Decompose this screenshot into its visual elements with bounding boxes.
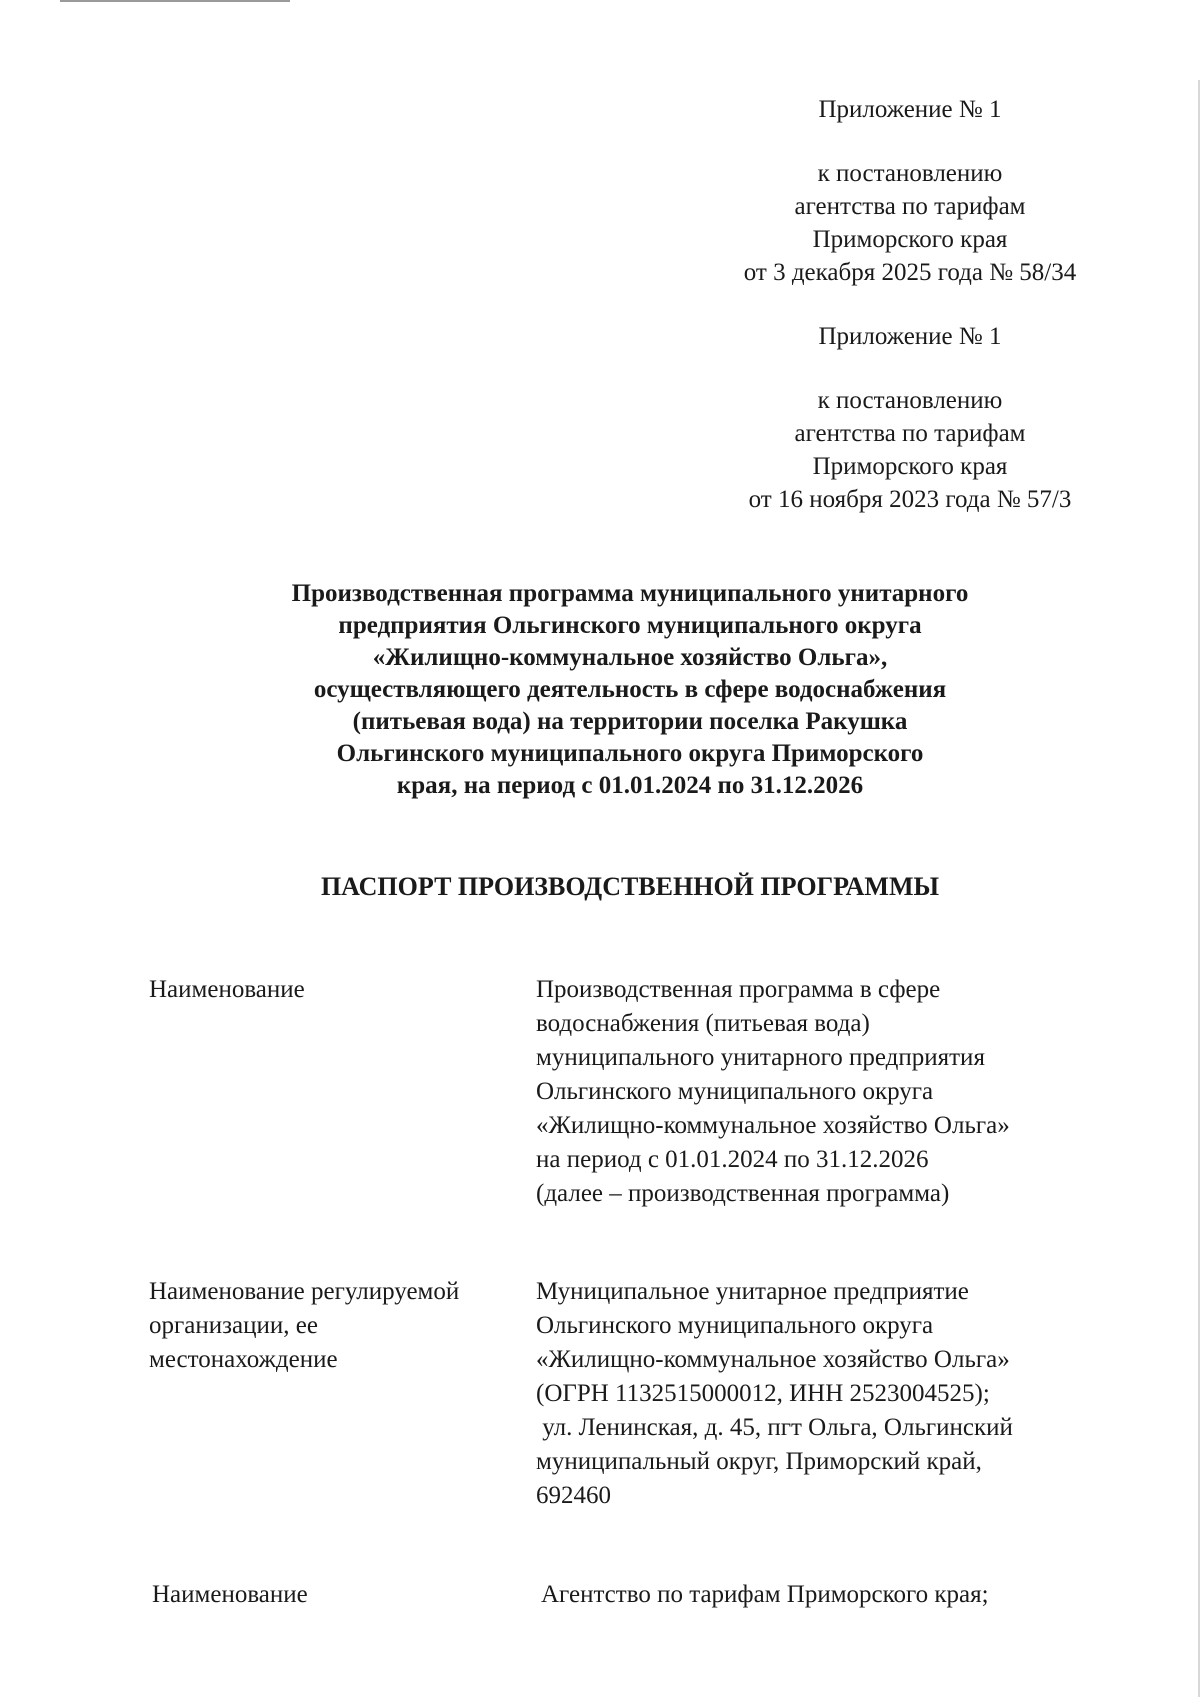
passport-heading: ПАСПОРТ ПРОИЗВОДСТВЕННОЙ ПРОГРАММЫ bbox=[320, 872, 940, 901]
value-line: муниципального унитарного предприятия bbox=[536, 1044, 985, 1071]
program-title-line: края, на период с 01.01.2024 по 31.12.2026 bbox=[396, 772, 864, 799]
program-title-line: Производственная программа муниципального унитарного bbox=[291, 580, 969, 607]
appendix-line: к постановлению bbox=[817, 387, 1003, 414]
label-line: организации, ее bbox=[149, 1312, 318, 1339]
value-line: водоснабжения (питьевая вода) bbox=[536, 1010, 870, 1037]
passport-row-label bbox=[152, 1578, 532, 1612]
appendix-line: агентства по тарифам bbox=[794, 193, 1026, 220]
label-line: местонахождение bbox=[149, 1346, 338, 1373]
program-title-line: предприятия Ольгинского муниципального округа bbox=[338, 612, 922, 639]
appendix-line: от 3 декабря 2025 года № 58/34 bbox=[743, 259, 1077, 286]
value-line: муниципальный округ, Приморский край, bbox=[536, 1448, 982, 1475]
value-line: Производственная программа в сфере bbox=[536, 976, 941, 1003]
program-title-line: «Жилищно-коммунальное хозяйство Ольга», bbox=[372, 644, 888, 671]
value-line: (далее – производственная программа) bbox=[536, 1180, 950, 1207]
appendix-line: от 16 ноября 2023 года № 57/3 bbox=[748, 486, 1072, 513]
appendix-line: Приморского края bbox=[812, 226, 1008, 253]
program-title-line: Ольгинского муниципального округа Приморского bbox=[336, 740, 924, 767]
appendix-block-original bbox=[700, 320, 1120, 516]
program-title-line: осуществляющего деятельность в сфере водоснабжения bbox=[313, 676, 947, 703]
appendix-title: Приложение № 1 bbox=[818, 96, 1002, 123]
label-line: Наименование bbox=[149, 976, 305, 1003]
value-line: Ольгинского муниципального округа bbox=[536, 1312, 934, 1339]
passport-row-label bbox=[149, 1275, 529, 1377]
value-line: Агентство по тарифам Приморского края; bbox=[541, 1581, 989, 1608]
appendix-block-current bbox=[700, 93, 1120, 289]
program-title-line: (питьевая вода) на территории поселка Ракушка bbox=[352, 708, 908, 735]
passport-row-value bbox=[536, 973, 1136, 1211]
value-line: «Жилищно-коммунальное хозяйство Ольга» bbox=[536, 1112, 1010, 1139]
value-line: на период с 01.01.2024 по 31.12.2026 bbox=[536, 1146, 929, 1173]
value-line: 692460 bbox=[536, 1482, 611, 1509]
program-title bbox=[200, 578, 1060, 802]
passport-row-value bbox=[541, 1578, 1141, 1612]
value-line: «Жилищно-коммунальное хозяйство Ольга» bbox=[536, 1346, 1010, 1373]
value-line: Ольгинского муниципального округа bbox=[536, 1078, 934, 1105]
appendix-line: к постановлению bbox=[817, 160, 1003, 187]
appendix-line: Приморского края bbox=[812, 453, 1008, 480]
passport-row-value bbox=[536, 1275, 1136, 1513]
value-line: Муниципальное унитарное предприятие bbox=[536, 1278, 969, 1305]
value-line: ул. Ленинская, д. 45, пгт Ольга, Ольгинский bbox=[536, 1414, 1013, 1441]
appendix-title: Приложение № 1 bbox=[818, 323, 1002, 350]
passport-row-label bbox=[149, 973, 529, 1007]
scan-edge-top bbox=[60, 0, 290, 2]
label-line: Наименование bbox=[152, 1581, 308, 1608]
appendix-line: агентства по тарифам bbox=[794, 420, 1026, 447]
value-line: (ОГРН 1132515000012, ИНН 2523004525); bbox=[536, 1380, 990, 1407]
label-line: Наименование регулируемой bbox=[149, 1278, 460, 1305]
